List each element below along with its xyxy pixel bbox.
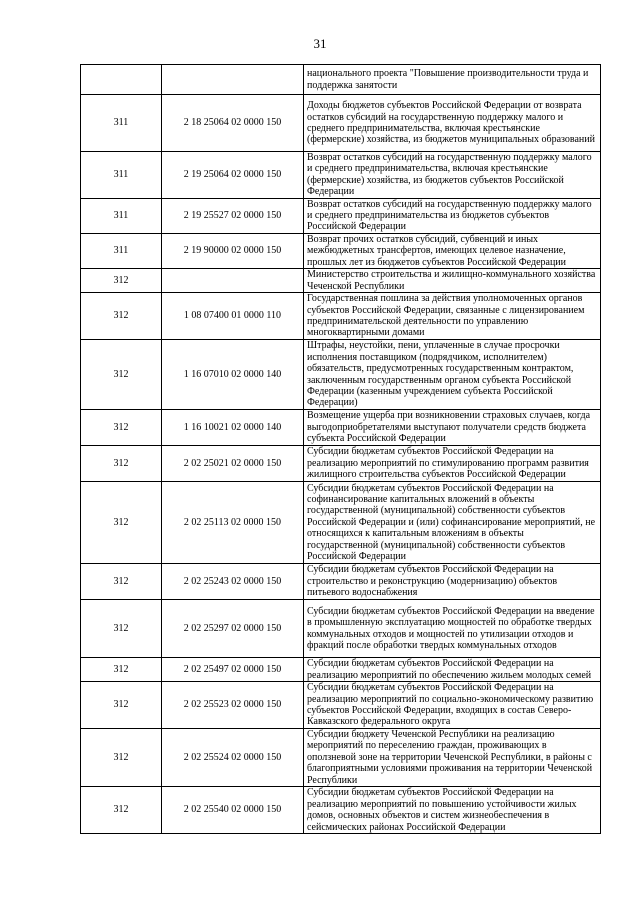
- table-row: [81, 682, 601, 729]
- admin-code-cell: 312: [81, 410, 162, 446]
- revenue-code-cell: 2 19 25064 02 0000 150: [162, 152, 304, 199]
- table-row: [81, 410, 601, 446]
- revenue-name-cell: Субсидии бюджетам субъектов Российской Федерации на строительство и реконструкцию (модернизацию) объектов питьевого водоснабжения: [304, 564, 601, 600]
- revenue-name-cell: Субсидии бюджету Чеченской Республики на реализацию мероприятий по переселению граждан, проживающих в оползневой зоне на территории Чеченской Республики, в районы с благоприятными условиями проживания на территории Чеченской Республики: [304, 729, 601, 787]
- table-row: [81, 65, 601, 95]
- admin-code-cell: 312: [81, 682, 162, 729]
- admin-code-cell: 312: [81, 564, 162, 600]
- revenue-name-cell: Доходы бюджетов субъектов Российской Федерации от возврата остатков субсидий на государственную поддержку малого и среднего предпринимательства, включая крестьянские (фермерские) хозяйства, из бюджетов муниципальных образований: [304, 95, 601, 152]
- table-row: [81, 729, 601, 787]
- revenue-name-cell: Субсидии бюджетам субъектов Российской Федерации на реализацию мероприятий по социально-экономическому развитию субъектов Российской Федерации, входящих в состав Северо-Кавказского федерального округа: [304, 682, 601, 729]
- revenue-code-cell: 2 02 25113 02 0000 150: [162, 482, 304, 564]
- revenue-name-cell: Возврат остатков субсидий на государственную поддержку малого и среднего предпринимательства из бюджетов субъектов Российской Федерации: [304, 198, 601, 233]
- table-row: [81, 152, 601, 199]
- revenue-code-cell: [162, 65, 304, 95]
- table-row: [81, 293, 601, 340]
- revenue-name-cell: Субсидии бюджетам субъектов Российской Федерации на софинансирование капитальных вложений в объекты государственной (муниципальной) собственности субъектов Российской Федерации и (или) софинансирование мероприятий, не относящихся к капитальным вложениям в объекты государственной (муниципальной) собственности субъектов Российской Федерации: [304, 482, 601, 564]
- revenue-code-cell: 1 16 07010 02 0000 140: [162, 340, 304, 410]
- revenue-name-cell: Субсидии бюджетам субъектов Российской Федерации на реализацию мероприятий по стимулированию программ развития жилищного строительства субъектов Российской Федерации: [304, 446, 601, 482]
- table-row: [81, 269, 601, 293]
- revenue-code-cell: 2 19 90000 02 0000 150: [162, 233, 304, 268]
- table-row: [81, 233, 601, 268]
- revenue-code-cell: 2 02 25243 02 0000 150: [162, 564, 304, 600]
- revenue-code-cell: 2 18 25064 02 0000 150: [162, 95, 304, 152]
- table-row: [81, 340, 601, 410]
- table-row: [81, 446, 601, 482]
- table-row: [81, 482, 601, 564]
- revenue-name-cell: Возврат прочих остатков субсидий, субвенций и иных межбюджетных трансфертов, имеющих целевое назначение, прошлых лет из бюджетов субъектов Российской Федерации: [304, 233, 601, 268]
- revenue-code-cell: 2 02 25540 02 0000 150: [162, 787, 304, 834]
- admin-code-cell: 311: [81, 152, 162, 199]
- table-row: [81, 658, 601, 682]
- admin-code-cell: 312: [81, 729, 162, 787]
- admin-code-cell: 311: [81, 198, 162, 233]
- revenue-name-cell: Субсидии бюджетам субъектов Российской Федерации на реализацию мероприятий по обеспечению жильем молодых семей: [304, 658, 601, 682]
- admin-code-cell: 312: [81, 293, 162, 340]
- revenue-name-cell: Государственная пошлина за действия уполномоченных органов субъектов Российской Федерации, связанные с лицензированием предпринимательской деятельности по управлению многоквартирными домами: [304, 293, 601, 340]
- revenue-code-cell: 2 02 25524 02 0000 150: [162, 729, 304, 787]
- admin-code-cell: 312: [81, 482, 162, 564]
- admin-code-cell: 312: [81, 787, 162, 834]
- admin-code-cell: 311: [81, 233, 162, 268]
- table-row: [81, 95, 601, 152]
- revenue-code-cell: 2 02 25021 02 0000 150: [162, 446, 304, 482]
- revenue-name-cell: Возмещение ущерба при возникновении страховых случаев, когда выгодоприобретателями выступают получатели средств бюджета субъекта Российской Федерации: [304, 410, 601, 446]
- admin-code-cell: [81, 65, 162, 95]
- revenue-code-cell: 1 16 10021 02 0000 140: [162, 410, 304, 446]
- revenue-name-cell: Министерство строительства и жилищно-коммунального хозяйства Чеченской Республики: [304, 269, 601, 293]
- admin-code-cell: 312: [81, 600, 162, 658]
- revenue-code-cell: 1 08 07400 01 0000 110: [162, 293, 304, 340]
- revenue-code-cell: [162, 269, 304, 293]
- admin-code-cell: 311: [81, 95, 162, 152]
- page-number: 31: [313, 36, 327, 51]
- admin-code-cell: 312: [81, 658, 162, 682]
- revenue-name-cell: Штрафы, неустойки, пени, уплаченные в случае просрочки исполнения поставщиком (подрядчиком, исполнителем) обязательств, предусмотренных государственным контрактом, заключенным государственным органом субъекта Российской Федерации (казенным учреждением субъекта Российской Федерации): [304, 340, 601, 410]
- revenue-code-cell: 2 02 25523 02 0000 150: [162, 682, 304, 729]
- revenue-name-cell: Субсидии бюджетам субъектов Российской Федерации на реализацию мероприятий по повышению устойчивости жилых домов, основных объектов и систем жизнеобеспечения в сейсмических районах Российской Федерации: [304, 787, 601, 834]
- table-row: [81, 198, 601, 233]
- revenue-code-cell: 2 02 25297 02 0000 150: [162, 600, 304, 658]
- admin-code-cell: 312: [81, 446, 162, 482]
- table-row: [81, 787, 601, 834]
- table-row: [81, 600, 601, 658]
- admin-code-cell: 312: [81, 340, 162, 410]
- table-row: [81, 564, 601, 600]
- revenue-code-cell: 2 02 25497 02 0000 150: [162, 658, 304, 682]
- revenue-name-cell: Возврат остатков субсидий на государственную поддержку малого и среднего предпринимательства, включая крестьянские (фермерские) хозяйства, из бюджетов субъектов Российской Федерации: [304, 152, 601, 199]
- revenue-code-cell: 2 19 25527 02 0000 150: [162, 198, 304, 233]
- revenue-name-cell: Субсидии бюджетам субъектов Российской Федерации на введение в промышленную эксплуатацию мощностей по обработке твердых коммунальных отходов и мощностей по утилизации отходов и фракций после обработки твердых коммунальных отходов: [304, 600, 601, 658]
- revenue-code-table: [80, 64, 601, 834]
- revenue-name-cell: национального проекта "Повышение производительности труда и поддержка занятости: [304, 65, 601, 95]
- admin-code-cell: 312: [81, 269, 162, 293]
